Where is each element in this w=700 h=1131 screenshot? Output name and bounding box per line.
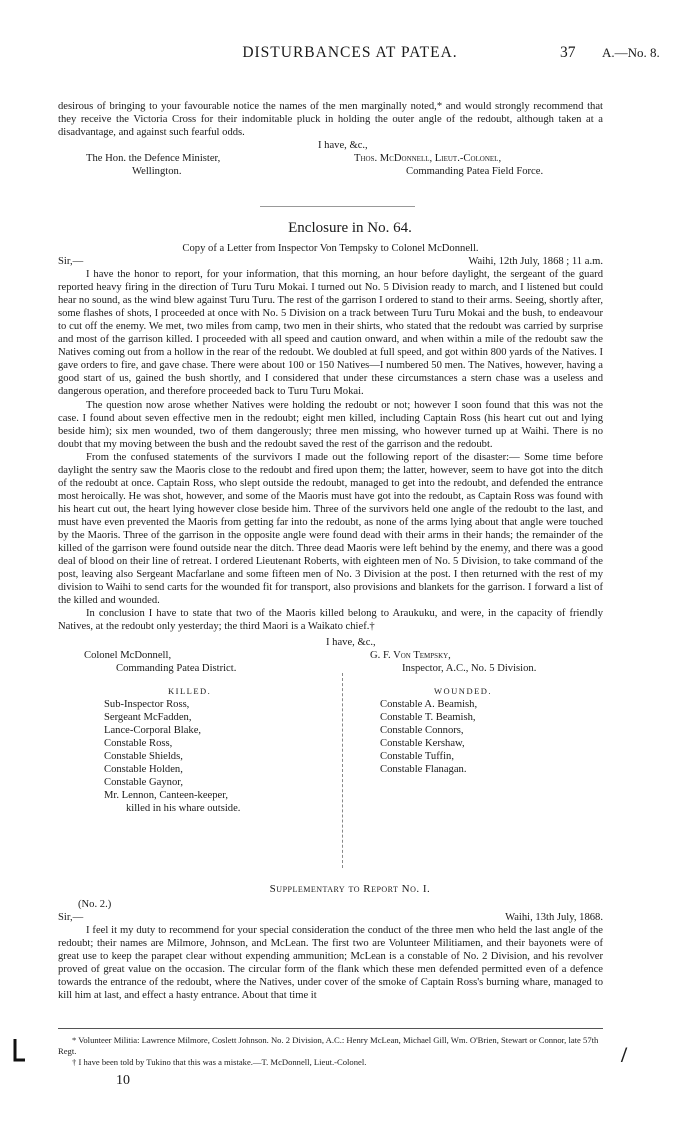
wounded-entry: Constable T. Beamish, [380, 712, 476, 723]
supplementary-paragraph: I feel it my duty to recommend for your special consideration the conduct of the three men who held the last angle of the redoubt; their names are Milmore, Johnson, and McLean. The first two are Volunteer Militiamen, and their bayonets were of great use to keep the parapet clear without expending ammunition; McLean is a constable of No. 2 Division, and his revolver proved of great value on the occasion. The circular form of the flank which these men defended permitted even of a defence towards the entrance of the redoubt, where the Natives, under cover of the smoke of Captain Ross's burning whare, managed to kill him at last, and effect a hasty entrance. About that time it [58, 925, 603, 1002]
wounded-heading: WOUNDED. [434, 686, 493, 696]
supplementary-salutation: Sir,— [58, 912, 84, 923]
conclusion-signer-line2: Commanding Patea Field Force. [406, 166, 544, 177]
killed-entry: Constable Gaynor, [104, 777, 184, 788]
footnote-rule [58, 1028, 603, 1029]
killed-entry: Constable Shields, [104, 751, 183, 762]
conclusion-addressee-line2: Wellington. [132, 166, 182, 177]
supplementary-dateline: Waihi, 13th July, 1868. [505, 912, 603, 923]
enclosure-salutation: Sir,— [58, 256, 84, 268]
killed-entry: Constable Ross, [104, 738, 173, 749]
conclusion-addressee-line1: The Hon. the Defence Minister, [86, 153, 221, 164]
bracket-mark-icon [12, 1038, 26, 1062]
header-page-number: 37 [560, 44, 576, 61]
enclosure-subtitle: Copy of a Letter from Inspector Von Tempsky to Colonel McDonnell. [182, 243, 479, 254]
header-reference: A.—No. 8. [602, 45, 660, 60]
wounded-entry: Constable Tuffin, [380, 751, 454, 762]
wounded-entry: Constable Kershaw, [380, 738, 465, 749]
killed-entry: Lance-Corporal Blake, [104, 725, 202, 736]
enclosure-title: Enclosure in No. 64. [288, 220, 412, 236]
supplementary-body [58, 898, 603, 1002]
conclusion-i-have: I have, &c., [318, 140, 368, 151]
wounded-entry: Constable Flanagan. [380, 764, 467, 775]
wounded-list [380, 698, 477, 776]
section-divider [260, 206, 415, 207]
enclosure-addressee-line2: Commanding Patea District. [116, 663, 237, 674]
header-title: DISTURBANCES AT PATEA. [242, 44, 458, 61]
enclosure-paragraph-4: In conclusion I have to state that two of the Maoris killed belong to Araukuku, and were, in the capacity of friendly Natives, at the redoubt only yesterday; the third Maori is a Waikato chief.† [58, 608, 603, 633]
list-divider [342, 673, 343, 868]
killed-entry: Constable Holden, [104, 764, 183, 775]
killed-entry: Sergeant McFadden, [104, 712, 192, 723]
enclosure-signer-line2: Inspector, A.C., No. 5 Division. [402, 663, 537, 674]
enclosure-paragraph-3: From the confused statements of the survivors I made out the following report of the disaster:— Some time before daylight the sentry saw the Maoris close to the redoubt and fired upon them; the latter, however, seem to have got into the ditch of the redoubt at once. Captain Ross, who slept outside the redoubt, managed to get into the redoubt, and defended the entrance most heroically. He was shot, however, and some of the Maoris must have got into the redoubt, as Captain Ross was found with his heart cut out, the heart lying however close beside him. Three of the survivors held one angle of the redoubt to the last, and must have even prevented the Maoris from getting far into the redoubt, as none of the arms lying about that angle were touched by the Maoris. Three of the garrison in the opposite angle were found dead with their arms in their hands; the remainder of the killed of the garrison were found outside near the ditch. Three dead Maoris were left behind by the enemy, and there was a good deal of blood on their line of retreat. I ordered Lieutenant Roberts, with eighteen men of No. 5 Division, to take command of the post, leaving also Sergeant Macfarlane and some fifteen men of No. 3 Division at the post. I then returned with the rest of my division to Waihi to send carts for the wounded fit for transport, also provisions and blankets for the garrison. I forward a list of the killed and wounded. [58, 451, 603, 607]
footnote-star: * Volunteer Militia: Lawrence Milmore, Coslett Johnson. No. 2 Division, A.C.: Henry McLean, Michael Gill, Wm. O'Brien, Stewart or Connor, late 57th Regt. [58, 1035, 599, 1056]
killed-entry: Sub-Inspector Ross, [104, 699, 190, 710]
footnotes [58, 1035, 610, 1068]
enclosure-paragraph-2: The question now arose whether Natives were holding the redoubt or not; however I soon found that this was not the case. I found about seven effective men in the redoubt; eight men killed, including Captain Ross (his heart cut out and lying beside him); six men wounded, two of them dangerously; three men missing, who however turned up at Waihi. There is no doubt that my moving between the bush and the redoubt saved the rest of the garrison and the redoubt. [58, 399, 603, 450]
conclusion-paragraph: desirous of bringing to your favourable notice the names of the men marginally noted,* and would strongly recommend that they receive the Victoria Cross for their indomitable pluck in holding the outer angle of the redoubt, although taken at a disadvantage, and against such fearful odds. [58, 101, 603, 139]
killed-list [104, 698, 240, 815]
running-header [0, 44, 700, 68]
killed-heading: KILLED. [168, 686, 212, 696]
supplementary-number: (No. 2.) [78, 899, 112, 910]
enclosure-body [58, 242, 603, 633]
conclusion-signer-line1: Thos. McDonnell, Lieut.-Colonel, [354, 153, 502, 164]
wounded-entry: Constable Connors, [380, 725, 464, 736]
enclosure-paragraph-1: I have the honor to report, for your information, that this morning, an hour before daylight, the sergeant of the guard reported heavy firing in the direction of Turu Turu Mokai. I turned out No. 5 Division ready to march, and I listened but could hear no sound, as the wind blew against Turu Turu. The rest of the garrison I ordered to stand to their arms. Seeing, shortly after, some flashes of shots, I proceeded at once with No. 5 Division on a track between Turu Turu Mokai and the bush, to endeavour to cut off the enemy. We met, two miles from camp, two men in their shirts, who stated that the redoubt was carried by surprise and most of the garrison killed. I proceeded with all speed and caution onward, and when within a mile of the redoubt saw the Natives coming out from a hollow in the rear of the redoubt. We doubled at full speed, and got within 800 yards of the Natives. I gave orders to fire, and gave chase. There were about 100 or 150 Natives—I numbered 50 men. The Natives, however, having a good start of us, gained the bush shortly, and I considered that under these circumstances a stern chase was a useless and dangerous operation, and therefore proceeded back to Turu Turu Mokai. [58, 269, 603, 398]
enclosure-addressee-line1: Colonel McDonnell, [84, 650, 172, 661]
enclosure-signer-line1: G. F. Von Tempsky, [370, 650, 451, 661]
supplementary-title: Supplementary to Report No. I. [269, 883, 431, 895]
page-footer-number: 10 [116, 1073, 130, 1088]
footnote-dagger: † I have been told by Tukino that this was a mistake.—T. McDonnell, Lieut.-Colonel. [72, 1057, 367, 1067]
enclosure-i-have: I have, &c., [326, 637, 376, 648]
margin-stroke-icon: / [621, 1042, 628, 1067]
enclosure-dateline: Waihi, 12th July, 1868 ; 11 a.m. [468, 256, 603, 268]
letter-conclusion [58, 100, 603, 139]
killed-entry: killed in his whare outside. [126, 803, 241, 814]
wounded-entry: Constable A. Beamish, [380, 699, 478, 710]
killed-entry: Mr. Lennon, Canteen-keeper, [104, 790, 229, 801]
